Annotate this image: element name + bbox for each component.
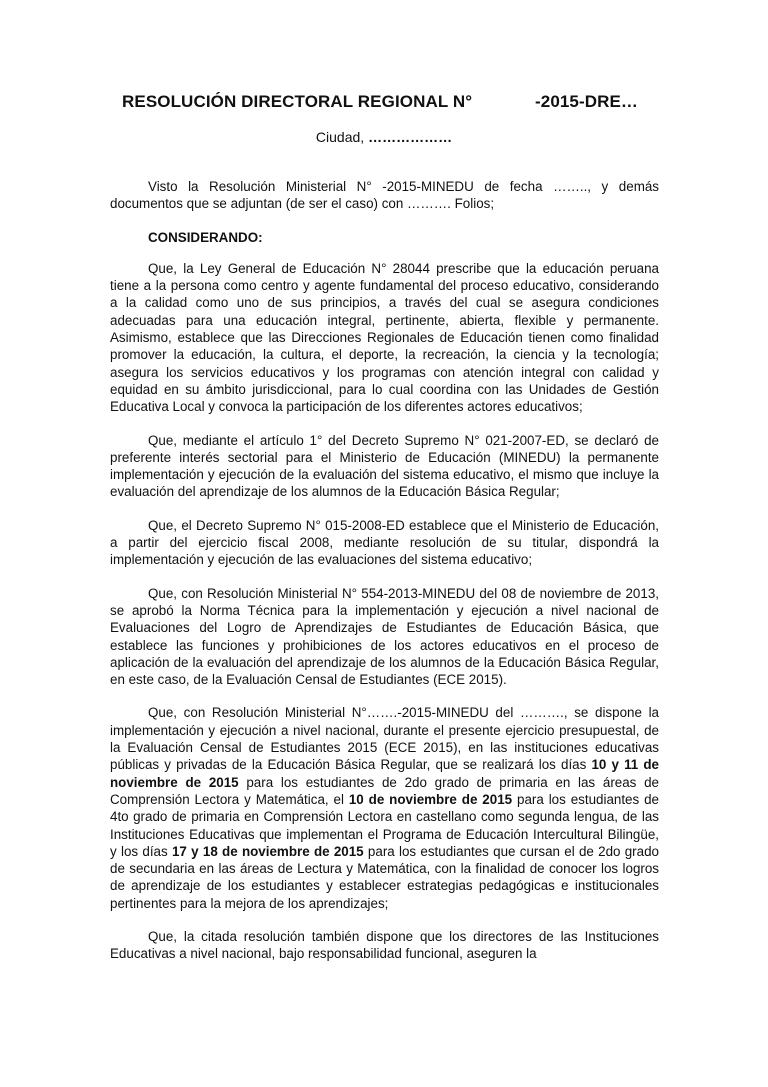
p5-text-d: para los estudiantes de 4to grado de primaria en Comprensión Lectora en castellano como segunda lengua, de las Instituciones Educativas que implementan el Programa de Educación Intercultural Bilingüe, y los días	[110, 791, 659, 859]
paragraph-directores: Que, la citada resolución también dispone que los directores de las Instituciones Educativas a nivel nacional, bajo responsabilidad funcional, aseguren la	[110, 928, 659, 962]
p5-date-2: 10 de noviembre de 2015	[348, 791, 513, 807]
p5-date-1: 10 y 11 de noviembre de 2015	[110, 757, 659, 790]
paragraph-ece-2015	[110, 704, 659, 912]
city-line	[0, 129, 768, 145]
title-left: RESOLUCIÓN DIRECTORAL REGIONAL N°	[122, 92, 473, 111]
paragraph-decreto-021: Que, mediante el artículo 1° del Decreto Supremo N° 021-2007-ED, se declaró de preferente interés sectorial para el Ministerio de Educación (MINEDU) la permanente implementación y ejecución de la evaluación del sistema educativo, el mismo que incluye la evaluación del aprendizaje de los alumnos de la Educación Básica Regular;	[110, 432, 659, 500]
paragraph-decreto-015: Que, el Decreto Supremo N° 015-2008-ED establece que el Ministerio de Educación, a partir del ejercicio fiscal 2008, mediante resolución de su titular, dispondrá la implementación y ejecución de las evaluaciones del sistema educativo;	[110, 517, 659, 568]
paragraph-ley-general: Que, la Ley General de Educación N° 28044 prescribe que la educación peruana tiene a la persona como centro y agente fundamental del proceso educativo, considerando a la calidad como uno de sus principios, a través del cual se asegura condiciones adecuadas para una educación integral, pertinente, abierta, flexible y permanente. Asimismo, establece que las Direcciones Regionales de Educación tienen como finalidad promover la educación, la cultura, el deporte, la recreación, la ciencia y la tecnología; asegura los servicios educativos y los programas con atención integral con calidad y equidad en su ámbito jurisdiccional, para lo cual coordina con las Unidades de Gestión Educativa Local y convoca la participación de los diferentes actores educativos;	[110, 260, 659, 415]
p5-text-a: Que, con Resolución Ministerial N°…….-2015-MINEDU del ………., se dispone la implementación y ejecución a nivel nacional, durante el presente ejercicio presupuestal, de la Evaluación Censal de Estudiantes 2015 (ECE 2015), en las instituciones educativas públicas y privadas de la Educación Básica Regular, que se realizará los días	[110, 705, 659, 773]
document-body	[110, 178, 659, 979]
p5-text-e: para los estudiantes que cursan el de 2do grado de secundaria en las áreas de Lectura y Matemática, con la finalidad de conocer los logros de aprendizaje de los estudiantes y establecer estrategias pedagógicas e institucionales pertinentes para la mejora de los aprendizajes;	[110, 843, 659, 911]
p5-text-c: para los estudiantes de 2do grado de primaria en las áreas de Comprensión Lectora y Matemática, el	[110, 774, 659, 807]
considerando-heading: CONSIDERANDO:	[148, 229, 263, 245]
paragraph-rm-554: Que, con Resolución Ministerial N° 554-2013-MINEDU del 08 de noviembre de 2013, se aprobó la Norma Técnica para la implementación y ejecución a nivel nacional de Evaluaciones del Logro de Aprendizajes de Estudiantes de Educación Básica, que establece las funciones y prohibiciones de los actores educativos en el proceso de aplicación de la evaluación del aprendizaje de los alumnos de la Educación Básica Regular, en este caso, de la Evaluación Censal de Estudiantes (ECE 2015).	[110, 585, 659, 688]
city-placeholder: ………………	[368, 129, 453, 145]
visto-paragraph: Visto la Resolución Ministerial N° -2015-MINEDU de fecha …….., y demás documentos que se adjuntan (de ser el caso) con ………. Folios;	[110, 179, 659, 212]
city-label: Ciudad,	[315, 129, 365, 145]
title-right: -2015-DRE…	[535, 92, 639, 111]
p5-date-3: 17 y 18 de noviembre de 2015	[171, 843, 364, 859]
